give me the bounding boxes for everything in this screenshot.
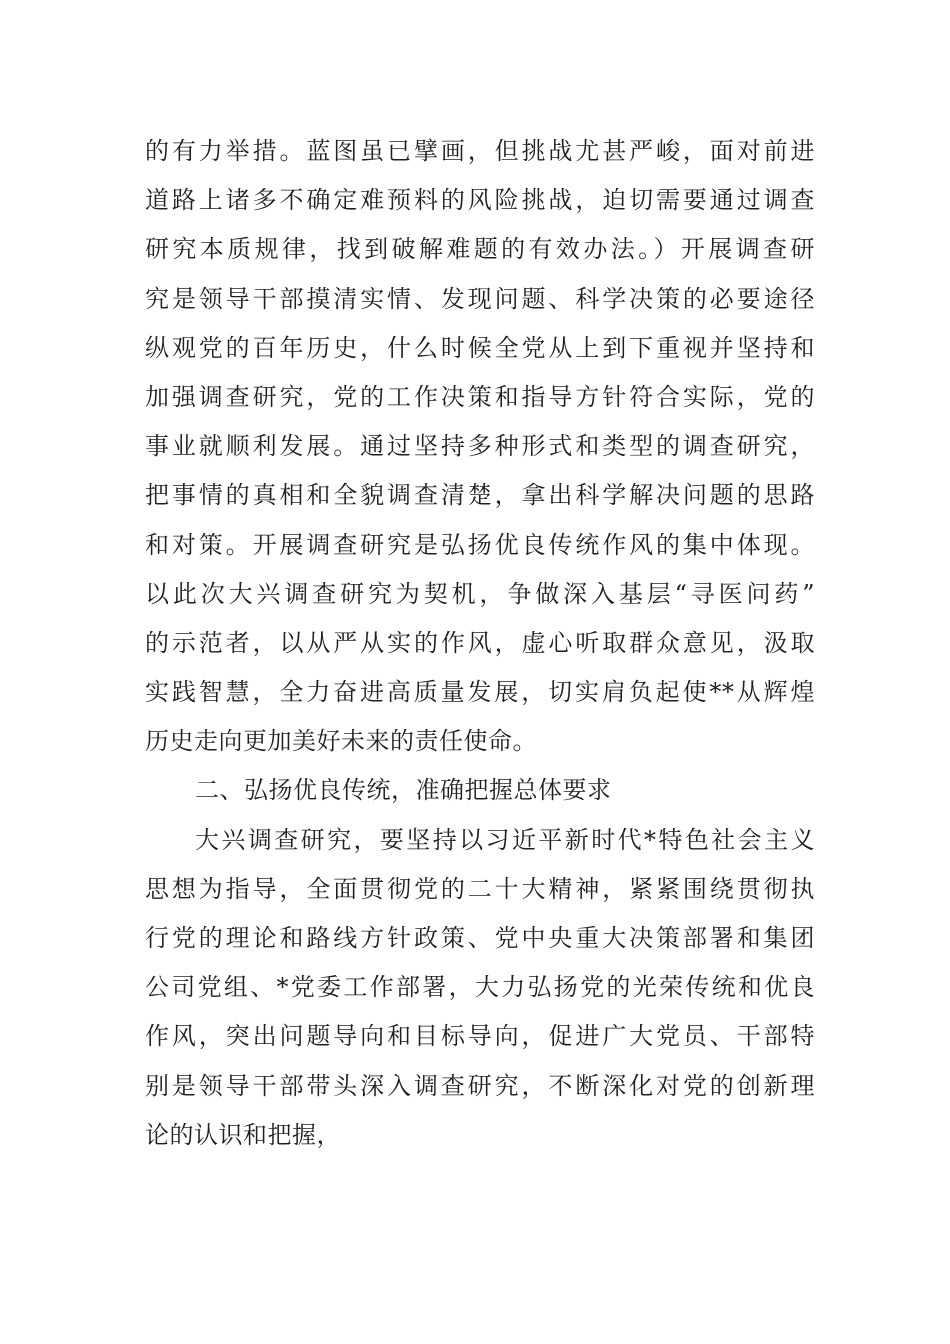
body-line: 的有力举措。蓝图虽已擘画，但挑战尤甚严峻，面对前进 xyxy=(145,137,815,165)
body-line: 历史走向更加美好未来的责任使命。 xyxy=(145,727,537,756)
body-line: 思想为指导，全面贯彻党的二十大精神，紧紧围绕贯彻执 xyxy=(145,874,815,903)
body-line: 以此次大兴调查研究为契机，争做深入基层“寻医问药” xyxy=(145,579,815,608)
body-line: 大兴调查研究，要坚持以习近平新时代*特色社会主义 xyxy=(195,825,815,854)
body-line: 实践智慧，全力奋进高质量发展，切实肩负起使**从辉煌 xyxy=(145,678,815,707)
body-line: 作风，突出问题导向和目标导向，促进广大党员、干部特 xyxy=(145,1022,815,1051)
body-line: 别是领导干部带头深入调查研究，不断深化对党的创新理 xyxy=(145,1071,815,1100)
body-line: 的示范者，以从严从实的作风，虚心听取群众意见，汲取 xyxy=(145,628,815,657)
body-line: 把事情的真相和全貌调查清楚，拿出科学解决问题的思路 xyxy=(145,481,815,510)
body-line: 论的认识和把握， xyxy=(145,1120,341,1149)
section-heading: 二、弘扬优良传统，准确把握总体要求 xyxy=(195,776,612,805)
body-line: 公司党组、*党委工作部署，大力弘扬党的光荣传统和优良 xyxy=(145,973,815,1002)
body-line: 行党的理论和路线方针政策、党中央重大决策部署和集团 xyxy=(145,924,815,952)
body-line: 究是领导干部摸清实情、发现问题、科学决策的必要途径 xyxy=(145,284,815,313)
body-line: 道路上诸多不确定难预料的风险挑战，迫切需要通过调查 xyxy=(145,186,815,215)
body-line: 加强调查研究，党的工作决策和指导方针符合实际，党的 xyxy=(145,382,815,411)
body-line: 纵观党的百年历史，什么时候全党从上到下重视并坚持和 xyxy=(145,333,815,362)
document-body xyxy=(145,127,815,1160)
body-line: 研究本质规律，找到破解难题的有效办法。）开展调查研 xyxy=(145,235,815,264)
body-line: 和对策。开展调查研究是弘扬优良传统作风的集中体现。 xyxy=(145,530,815,559)
body-line: 事业就顺利发展。通过坚持多种形式和类型的调查研究， xyxy=(145,432,815,461)
